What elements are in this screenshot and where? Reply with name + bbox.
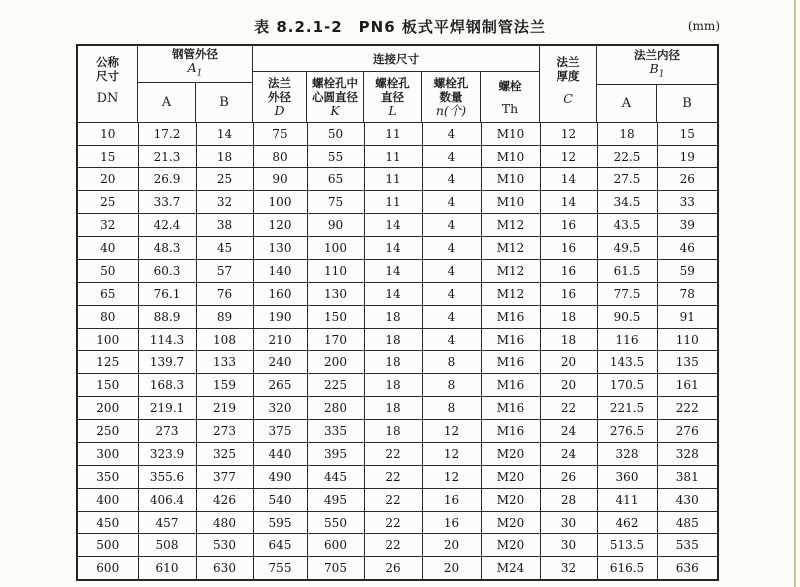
cell-bolt-count: 20 — [422, 557, 481, 579]
cell-pipe-od-a: 60.3 — [138, 259, 196, 282]
cell-bolt-hole-dia: 18 — [364, 328, 422, 351]
cell-bore-a: 360 — [597, 465, 657, 488]
cell-thickness: 16 — [540, 282, 597, 305]
cell-bore-a: 77.5 — [597, 282, 657, 305]
header-bore-col-b: B — [682, 95, 692, 111]
cell-bolt-circle: 600 — [307, 534, 364, 557]
cell-thickness: 18 — [540, 328, 597, 351]
cell-dn: 400 — [78, 488, 138, 511]
cell-flange-od: 320 — [253, 397, 307, 420]
cell-bolt-count: 4 — [422, 328, 481, 351]
table-row — [78, 351, 717, 374]
cell-flange-od: 90 — [253, 168, 307, 191]
cell-bolt-count: 16 — [422, 488, 481, 511]
cell-bolt-circle: 50 — [307, 123, 364, 145]
header-flange-thickness: 法兰 厚度 C — [540, 46, 597, 122]
cell-dn: 40 — [78, 237, 138, 260]
cell-flange-od: 240 — [253, 351, 307, 374]
table-row — [78, 420, 717, 443]
cell-dn: 250 — [78, 420, 138, 443]
cell-pipe-od-b: 14 — [196, 123, 253, 145]
cell-bolt-hole-dia: 18 — [364, 351, 422, 374]
cell-bolt-circle: 335 — [307, 420, 364, 443]
cell-dn: 350 — [78, 465, 138, 488]
header-bolt-circle: 螺栓孔中 心圆直径 K — [307, 72, 364, 122]
cell-dn: 32 — [78, 214, 138, 237]
cell-bolt-hole-dia: 18 — [364, 397, 422, 420]
header-pipe-od-group: 钢管外径 $A_1$ — [138, 46, 253, 83]
cell-pipe-od-b: 530 — [196, 534, 253, 557]
cell-thickness: 14 — [540, 191, 597, 214]
cell-pipe-od-a: 508 — [138, 534, 196, 557]
cell-flange-od: 140 — [253, 259, 307, 282]
cell-bolt-circle: 445 — [307, 465, 364, 488]
cell-bolt-circle: 495 — [307, 488, 364, 511]
cell-bolt-thread: M20 — [481, 488, 540, 511]
cell-bore-a: 27.5 — [597, 168, 657, 191]
title-bar — [0, 16, 800, 38]
cell-bolt-count: 20 — [422, 534, 481, 557]
header-bolt-count: 螺栓孔 数量 n(个) — [422, 72, 481, 122]
cell-thickness: 20 — [540, 351, 597, 374]
cell-dn: 150 — [78, 374, 138, 397]
cell-dn: 50 — [78, 259, 138, 282]
cell-bolt-hole-dia: 11 — [364, 145, 422, 168]
flange-dimension-table — [76, 44, 719, 581]
cell-bore-b: 276 — [657, 420, 717, 443]
cell-bolt-hole-dia: 18 — [364, 420, 422, 443]
table-row — [78, 259, 717, 282]
cell-bolt-circle: 110 — [307, 259, 364, 282]
cell-flange-od: 265 — [253, 374, 307, 397]
cell-bore-b: 15 — [679, 126, 695, 141]
page-title: 表 8.2.1-2 PN6 板式平焊钢制管法兰 — [254, 18, 546, 36]
cell-bore-a: 116 — [597, 328, 657, 351]
cell-bore-b: 110 — [657, 328, 717, 351]
table-data-grid — [78, 123, 717, 579]
cell-pipe-od-a: 168.3 — [138, 374, 196, 397]
cell-bore-a: 276.5 — [597, 420, 657, 443]
cell-thickness: 20 — [540, 374, 597, 397]
cell-thickness: 18 — [540, 305, 597, 328]
cell-bolt-thread: M16 — [481, 305, 540, 328]
cell-bolt-count: 4 — [422, 282, 481, 305]
cell-dn: 25 — [78, 191, 138, 214]
cell-flange-od: 160 — [253, 282, 307, 305]
cell-bore-a: 328 — [597, 442, 657, 465]
cell-bolt-count: 4 — [422, 168, 481, 191]
header-bolt-hole-dia: 螺栓孔 直径 L — [364, 72, 422, 122]
cell-bore-b: 59 — [657, 259, 717, 282]
cell-bolt-circle: 75 — [307, 191, 364, 214]
cell-pipe-od-b: 38 — [196, 214, 253, 237]
table-row — [78, 305, 717, 328]
pipe-od-symbol: $A_1$ — [187, 60, 203, 79]
cell-dn: 100 — [78, 328, 138, 351]
cell-pipe-od-b: 159 — [196, 374, 253, 397]
cell-dn: 500 — [78, 534, 138, 557]
cell-thickness: 32 — [540, 557, 597, 579]
cell-bore-a: 170.5 — [597, 374, 657, 397]
cell-flange-od: 440 — [253, 442, 307, 465]
cell-bolt-thread: M16 — [481, 351, 540, 374]
cell-flange-od: 80 — [253, 145, 307, 168]
cell-pipe-od-a: 457 — [138, 511, 196, 534]
cell-bore-a: 411 — [597, 488, 657, 511]
cell-thickness: 12 — [540, 123, 597, 145]
cell-pipe-od-b: 426 — [196, 488, 253, 511]
cell-bolt-circle: 280 — [307, 397, 364, 420]
cell-thickness: 28 — [540, 488, 597, 511]
cell-bore-b: 19 — [657, 145, 717, 168]
header-nominal-size: 公称 尺寸 DN — [78, 46, 138, 122]
cell-pipe-od-a: 355.6 — [138, 465, 196, 488]
cell-bore-a: 61.5 — [597, 259, 657, 282]
table-row — [78, 328, 717, 351]
cell-pipe-od-b: 45 — [196, 237, 253, 260]
cell-bolt-circle: 200 — [307, 351, 364, 374]
table-row — [78, 442, 717, 465]
cell-bore-b: 135 — [657, 351, 717, 374]
cell-flange-od: 75 — [253, 123, 307, 145]
cell-bore-a: 22.5 — [597, 145, 657, 168]
cell-bolt-hole-dia: 14 — [364, 237, 422, 260]
cell-bolt-circle: 395 — [307, 442, 364, 465]
cell-bolt-count: 12 — [422, 442, 481, 465]
cell-pipe-od-a: 114.3 — [138, 328, 196, 351]
cell-thickness: 30 — [540, 534, 597, 557]
header-dn-code: DN — [96, 91, 119, 106]
cell-bolt-circle: 170 — [307, 328, 364, 351]
cell-pipe-od-b: 108 — [196, 328, 253, 351]
cell-bolt-thread: M20 — [481, 534, 540, 557]
cell-bore-a: 43.5 — [597, 214, 657, 237]
cell-bore-a: 513.5 — [597, 534, 657, 557]
cell-dn: 600 — [78, 557, 138, 579]
cell-dn: 80 — [78, 305, 138, 328]
cell-bolt-hole-dia: 22 — [364, 442, 422, 465]
page-scan-edge — [794, 0, 796, 587]
cell-bolt-hole-dia: 22 — [364, 465, 422, 488]
cell-bolt-thread: M20 — [481, 511, 540, 534]
cell-bolt-circle: 55 — [307, 145, 364, 168]
cell-bolt-count: 8 — [422, 397, 481, 420]
header-connection-group: 连接尺寸 — [253, 46, 540, 72]
cell-dn: 65 — [78, 282, 138, 305]
cell-pipe-od-a: 139.7 — [138, 351, 196, 374]
cell-bolt-hole-dia: 22 — [364, 534, 422, 557]
cell-pipe-od-a: 219.1 — [138, 397, 196, 420]
cell-thickness: 26 — [540, 465, 597, 488]
cell-flange-od: 190 — [253, 305, 307, 328]
cell-pipe-od-a: 42.4 — [138, 214, 196, 237]
cell-bolt-hole-dia: 22 — [364, 488, 422, 511]
table-row — [78, 397, 717, 420]
table-row — [78, 168, 717, 191]
header-bore-group: 法兰内径 $B_1$ — [597, 46, 717, 85]
cell-bolt-hole-dia: 22 — [364, 511, 422, 534]
cell-pipe-od-a: 48.3 — [138, 237, 196, 260]
cell-flange-od: 540 — [253, 488, 307, 511]
cell-bolt-count: 4 — [422, 305, 481, 328]
cell-bolt-count: 4 — [422, 259, 481, 282]
cell-dn: 15 — [78, 145, 138, 168]
cell-bolt-thread: M24 — [481, 557, 540, 579]
cell-bolt-circle: 100 — [307, 237, 364, 260]
cell-flange-od: 490 — [253, 465, 307, 488]
table-row — [78, 191, 717, 214]
cell-flange-od: 595 — [253, 511, 307, 534]
table-row — [78, 534, 717, 557]
table-row — [78, 374, 717, 397]
cell-flange-od: 130 — [253, 237, 307, 260]
cell-thickness: 16 — [540, 214, 597, 237]
cell-bolt-thread: M10 — [481, 191, 540, 214]
table-row — [78, 214, 717, 237]
cell-flange-od: 755 — [253, 557, 307, 579]
cell-bore-b: 485 — [657, 511, 717, 534]
cell-flange-od: 100 — [253, 191, 307, 214]
cell-thickness: 16 — [540, 237, 597, 260]
cell-bore-a: 221.5 — [597, 397, 657, 420]
cell-bore-b: 78 — [657, 282, 717, 305]
cell-bore-a: 18 — [597, 123, 657, 145]
cell-thickness: 24 — [540, 442, 597, 465]
cell-bolt-count: 12 — [422, 465, 481, 488]
cell-bolt-count: 4 — [422, 214, 481, 237]
cell-thickness: 30 — [540, 511, 597, 534]
cell-bolt-count: 4 — [422, 237, 481, 260]
cell-thickness: 12 — [540, 145, 597, 168]
cell-bolt-circle: 705 — [307, 557, 364, 579]
cell-bolt-thread: M12 — [481, 282, 540, 305]
table-row — [78, 557, 717, 579]
cell-bolt-circle: 550 — [307, 511, 364, 534]
cell-bolt-thread: M10 — [481, 123, 540, 145]
cell-bolt-count: 8 — [422, 374, 481, 397]
cell-bolt-thread: M16 — [481, 397, 540, 420]
cell-bolt-count: 4 — [422, 123, 481, 145]
cell-bore-b: 46 — [657, 237, 717, 260]
table-row — [78, 237, 717, 260]
table-row — [78, 488, 717, 511]
cell-bore-a: 462 — [597, 511, 657, 534]
cell-flange-od: 375 — [253, 420, 307, 443]
cell-pipe-od-a: 323.9 — [138, 442, 196, 465]
unit-label: (mm) — [687, 19, 720, 33]
cell-pipe-od-b: 76 — [196, 282, 253, 305]
cell-bolt-thread: M20 — [481, 442, 540, 465]
cell-bore-b: 328 — [657, 442, 717, 465]
cell-bolt-count: 12 — [422, 420, 481, 443]
cell-bolt-count: 8 — [422, 351, 481, 374]
cell-bolt-thread: M12 — [481, 259, 540, 282]
cell-bolt-thread: M16 — [481, 374, 540, 397]
cell-bolt-hole-dia: 14 — [364, 214, 422, 237]
cell-pipe-od-b: 18 — [196, 145, 253, 168]
cell-dn: 125 — [78, 351, 138, 374]
cell-bolt-thread: M16 — [481, 328, 540, 351]
cell-pipe-od-b: 219 — [196, 397, 253, 420]
cell-bolt-circle: 65 — [307, 168, 364, 191]
cell-bolt-thread: M10 — [481, 145, 540, 168]
cell-pipe-od-b: 630 — [196, 557, 253, 579]
cell-bore-a: 616.5 — [597, 557, 657, 579]
table-row — [78, 123, 717, 145]
cell-bore-a: 34.5 — [597, 191, 657, 214]
cell-bore-a: 49.5 — [597, 237, 657, 260]
cell-bore-b: 91 — [657, 305, 717, 328]
cell-pipe-od-b: 273 — [196, 420, 253, 443]
cell-flange-od: 120 — [253, 214, 307, 237]
cell-bore-b: 430 — [657, 488, 717, 511]
bore-symbol: $B_1$ — [649, 61, 665, 80]
cell-pipe-od-b: 480 — [196, 511, 253, 534]
cell-bolt-thread: M12 — [481, 214, 540, 237]
cell-bolt-circle: 150 — [307, 305, 364, 328]
cell-pipe-od-b: 133 — [196, 351, 253, 374]
cell-bore-a: 90.5 — [597, 305, 657, 328]
cell-bolt-thread: M10 — [481, 168, 540, 191]
cell-pipe-od-a: 33.7 — [138, 191, 196, 214]
header-pipe-od-col-b: B — [196, 83, 253, 122]
table-row — [78, 465, 717, 488]
cell-bolt-hole-dia: 14 — [364, 282, 422, 305]
cell-bolt-thread: M12 — [481, 237, 540, 260]
cell-pipe-od-a: 273 — [138, 420, 196, 443]
table-header — [78, 46, 717, 123]
cell-pipe-od-b: 325 — [196, 442, 253, 465]
cell-bolt-count: 16 — [422, 511, 481, 534]
cell-dn: 10 — [78, 123, 138, 145]
cell-bolt-thread: M16 — [481, 420, 540, 443]
cell-thickness: 14 — [540, 168, 597, 191]
cell-bolt-count: 4 — [422, 191, 481, 214]
cell-dn: 200 — [78, 397, 138, 420]
cell-bolt-count: 4 — [422, 145, 481, 168]
cell-bore-b: 39 — [657, 214, 717, 237]
cell-pipe-od-a: 406.4 — [138, 488, 196, 511]
cell-bore-b: 161 — [657, 374, 717, 397]
cell-bore-b: 535 — [657, 534, 717, 557]
cell-pipe-od-a: 17.2 — [138, 123, 196, 145]
cell-bolt-hole-dia: 18 — [364, 305, 422, 328]
header-pipe-od-col-a: A — [138, 83, 196, 122]
table-row — [78, 145, 717, 168]
cell-bolt-hole-dia: 11 — [364, 168, 422, 191]
cell-thickness: 16 — [540, 259, 597, 282]
cell-pipe-od-b: 89 — [196, 305, 253, 328]
cell-bore-b: 26 — [657, 168, 717, 191]
cell-bore-b: 381 — [657, 465, 717, 488]
cell-pipe-od-a: 88.9 — [138, 305, 196, 328]
cell-thickness: 22 — [540, 397, 597, 420]
cell-bolt-circle: 90 — [307, 214, 364, 237]
table-row — [78, 511, 717, 534]
cell-bolt-thread: M20 — [481, 465, 540, 488]
cell-dn: 450 — [78, 511, 138, 534]
cell-bore-b: 636 — [657, 557, 717, 579]
cell-thickness: 24 — [540, 420, 597, 443]
cell-bolt-hole-dia: 18 — [364, 374, 422, 397]
cell-bore-b: 222 — [657, 397, 717, 420]
cell-bore-b: 33 — [657, 191, 717, 214]
header-flange-od: 法兰 外径 D — [253, 72, 307, 122]
cell-bore-a: 143.5 — [597, 351, 657, 374]
cell-pipe-od-a: 26.9 — [138, 168, 196, 191]
cell-pipe-od-b: 25 — [196, 168, 253, 191]
cell-bolt-circle: 130 — [307, 282, 364, 305]
cell-dn: 300 — [78, 442, 138, 465]
cell-bolt-hole-dia: 26 — [364, 557, 422, 579]
cell-pipe-od-a: 21.3 — [138, 145, 196, 168]
cell-dn: 20 — [78, 168, 138, 191]
cell-flange-od: 645 — [253, 534, 307, 557]
header-bolt-thread: 螺栓 Th — [481, 72, 540, 122]
table-body — [78, 123, 717, 579]
cell-pipe-od-a: 610 — [138, 557, 196, 579]
cell-pipe-od-b: 377 — [196, 465, 253, 488]
cell-bolt-hole-dia: 11 — [364, 191, 422, 214]
table-row — [78, 282, 717, 305]
cell-bolt-circle: 225 — [307, 374, 364, 397]
cell-flange-od: 210 — [253, 328, 307, 351]
cell-bolt-hole-dia: 14 — [364, 259, 422, 282]
header-bore-col-a: A — [597, 85, 657, 122]
cell-pipe-od-b: 32 — [196, 191, 253, 214]
cell-pipe-od-b: 57 — [196, 259, 253, 282]
cell-bolt-hole-dia: 11 — [364, 123, 422, 145]
cell-pipe-od-a: 76.1 — [138, 282, 196, 305]
